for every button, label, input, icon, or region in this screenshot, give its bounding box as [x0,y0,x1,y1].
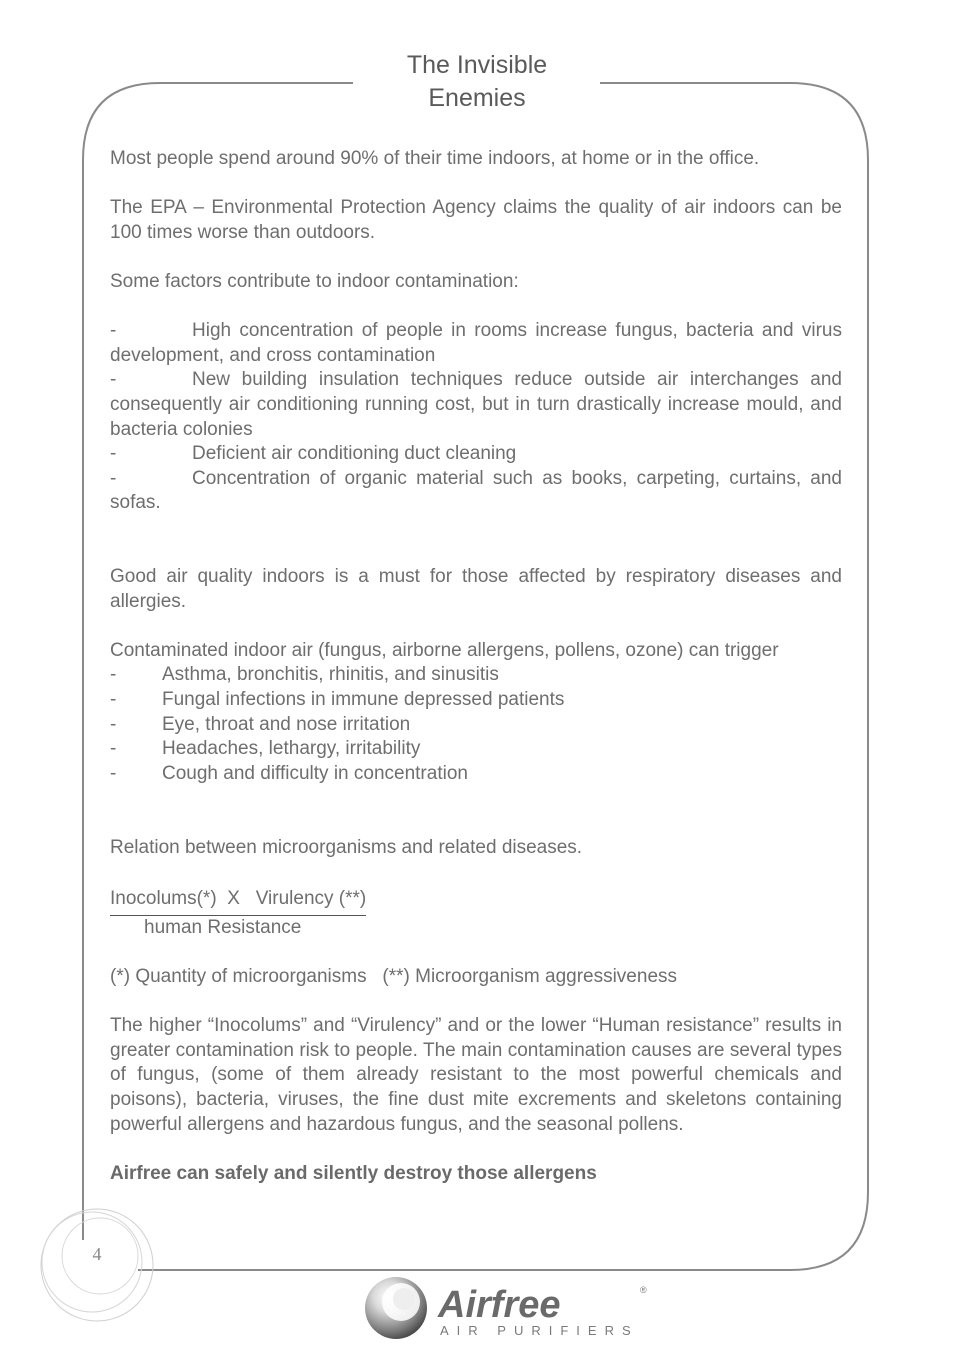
paragraph-factors-intro: Some factors contribute to indoor contamination: [110,270,519,292]
page-number: 4 [92,1244,102,1264]
risk-formula [110,887,842,940]
logo-brand: Airfree [438,1284,561,1326]
page-number-circles [41,1209,153,1321]
paragraph-triggers-intro: Contaminated indoor air (fungus, airborne allergens, pollens, ozone) can trigger [110,639,779,661]
formula-numerator: Inocolums(*) X Virulency (**) [110,887,366,916]
airfree-logo [360,1275,660,1345]
paragraph-relation: Relation between microorganisms and related diseases. [110,836,583,858]
footnote: (*) Quantity of microorganisms (**) Microorganism aggressiveness [110,966,678,987]
paragraph-epa: The EPA – Environmental Protection Agency claims the quality of air indoors can be 100 times worse than outdoors. [110,197,842,243]
paragraph-airfree-claim: Airfree can safely and silently destroy those allergens [110,1162,597,1184]
factor-item: - Deficient air conditioning duct cleaning [110,443,517,465]
logo-registered: ® [640,1285,647,1295]
trigger-item: - Cough and difficulty in concentration [110,762,468,784]
paragraph-indoor-time: Most people spend around 90% of their time indoors, at home or in the office. [110,148,760,169]
formula-denominator: human Resistance [144,916,302,938]
factor-item: - High concentration of people in rooms increase fungus, bacteria and virus development, and cross contamination [110,320,842,366]
factor-item: - Concentration of organic material such as books, carpeting, curtains, and sofas. [110,467,842,514]
trigger-item: - Eye, throat and nose irritation [110,713,411,735]
trigger-item: - Fungal infections in immune depressed patients [110,689,565,711]
paragraph-risk: The higher “Inocolums” and “Virulency” and or the lower “Human resistance” results in greater contamination risk to people. The main contamination causes are several types of fungus, (some of them already resistant to the most powerful chemicals and poisons), bacteria, viruses, the fine dust mite excrements and skeletons containing powerful allergens and hazardous fungus, and the seasonal pollens. [110,1015,842,1135]
factor-item: - New building insulation techniques reduce outside air interchanges and consequently air conditioning running cost, but in turn drastically increase mould, and bacteria colonies [110,369,842,440]
sphere-icon [365,1277,427,1339]
paragraph-good-air: Good air quality indoors is a must for those affected by respiratory diseases and allergies. [110,566,842,612]
logo-tagline: AIR PURIFIERS [440,1323,639,1338]
page-title: The Invisible Enemies [406,51,548,112]
trigger-list [110,663,842,786]
trigger-item: - Asthma, bronchitis, rhinitis, and sinusitis [110,664,499,686]
main-content [110,147,842,1186]
trigger-item: - Headaches, lethargy, irritability [110,738,421,760]
